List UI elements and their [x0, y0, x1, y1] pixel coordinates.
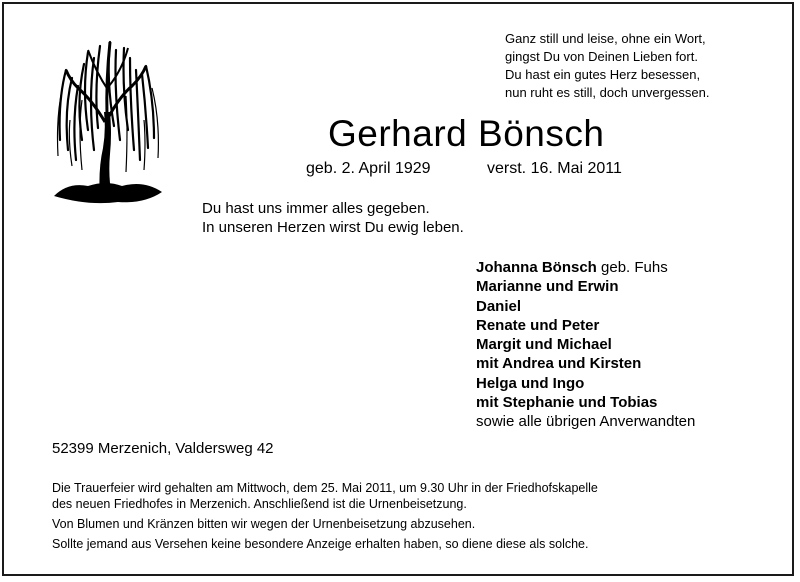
mourner-entry: Margit und Michael	[476, 336, 612, 354]
poem-verse	[505, 30, 755, 102]
mourner-entry: Marianne und Erwin	[476, 278, 619, 296]
poem-line: Ganz still und leise, ohne ein Wort,	[505, 31, 706, 46]
mourner-entry: Helga und Ingo	[476, 374, 585, 392]
funeral-notice	[52, 480, 752, 552]
weeping-willow-icon	[48, 30, 166, 208]
deceased-name: Gerhard Bönsch	[328, 113, 605, 154]
mourners-list	[476, 258, 695, 432]
death-date: verst. 16. Mai 2011	[487, 160, 622, 177]
saying-line: Du hast uns immer alles gegeben.	[202, 200, 430, 217]
funeral-details: des neuen Friedhofes in Merzenich. Anschließend ist die Urnenbeisetzung.	[52, 497, 467, 511]
poem-line: nun ruht es still, doch unvergessen.	[505, 85, 710, 100]
mourner-entry: Daniel	[476, 297, 522, 315]
mourner-entry	[476, 258, 695, 277]
memorial-saying	[202, 199, 464, 237]
mourners-closing: sowie alle übrigen Anverwandten	[476, 413, 696, 431]
mourner-entry: mit Stephanie und Tobias	[476, 394, 658, 412]
family-address: 52399 Merzenich, Valdersweg 42	[52, 440, 274, 457]
flowers-request: Von Blumen und Kränzen bitten wir wegen der Urnenbeisetzung abzusehen.	[52, 517, 476, 531]
saying-line: In unseren Herzen wirst Du ewig leben.	[202, 219, 464, 236]
mourner-name: Johanna Bönsch	[476, 259, 597, 276]
mourner-entry: Renate und Peter	[476, 316, 600, 334]
funeral-details: Die Trauerfeier wird gehalten am Mittwoch, dem 25. Mai 2011, um 9.30 Uhr in der Friedhofskapelle	[52, 481, 598, 495]
mourner-maiden-name: geb. Fuhs	[596, 259, 668, 276]
mourner-entry: mit Andrea und Kirsten	[476, 355, 642, 373]
fallback-notice: Sollte jemand aus Versehen keine besondere Anzeige erhalten haben, so diene diese als solche.	[52, 537, 589, 551]
poem-line: gingst Du von Deinen Lieben fort.	[505, 49, 698, 64]
poem-line: Du hast ein gutes Herz besessen,	[505, 67, 701, 82]
birth-date: geb. 2. April 1929	[306, 160, 431, 177]
